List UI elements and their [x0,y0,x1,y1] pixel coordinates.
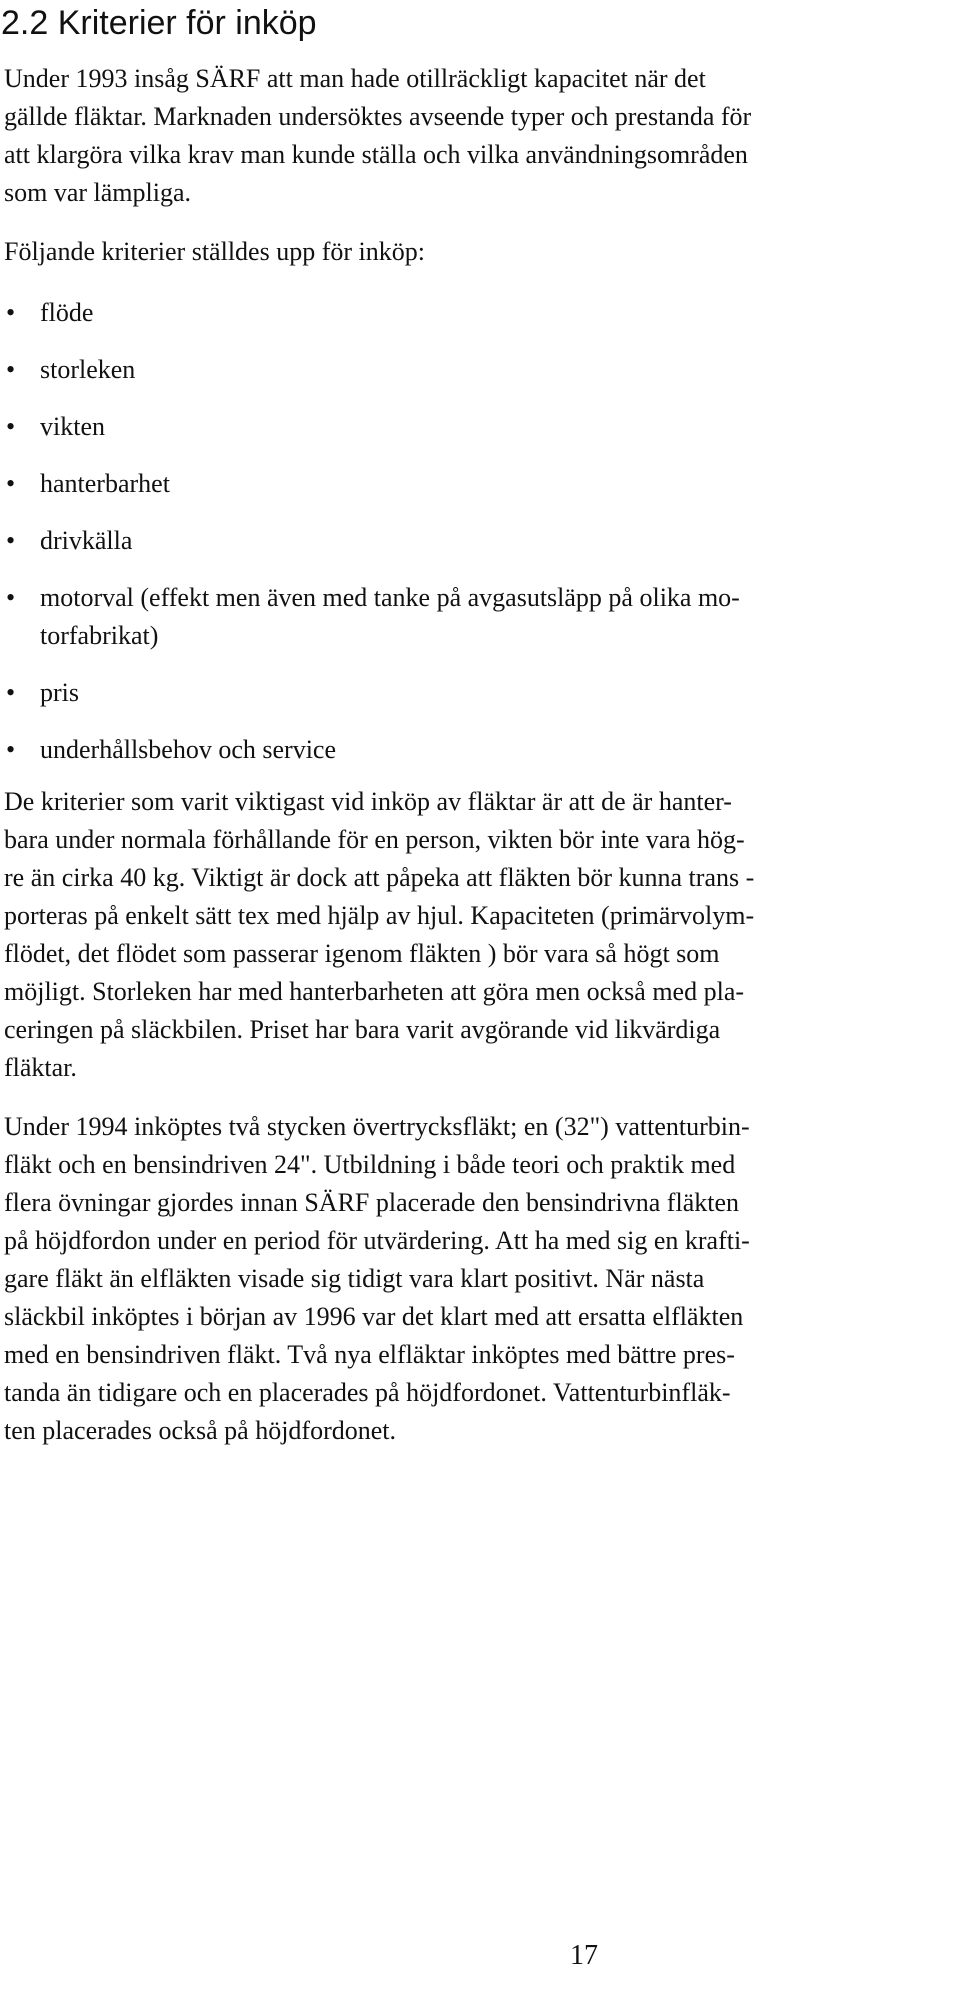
text-line: fläktar. [4,1053,77,1082]
bullet-icon: • [6,735,16,764]
list-item-text: drivkälla [40,526,133,555]
text-line: bara under normala förhållande för en person, vikten bör inte vara hög- [4,825,745,854]
list-item-text: torfabrikat) [40,621,159,650]
list-item-text: storleken [40,355,136,384]
list-item [0,731,950,769]
text-line: flera övningar gjordes innan SÄRF placerade den bensindrivna fläkten [4,1188,739,1217]
criteria-list [0,294,950,788]
text-line: flödet, det flödet som passerar igenom fläkten ) bör vara så högt som [4,939,720,968]
list-item-text: flöde [40,298,94,327]
page-number: 17 [570,1940,598,1971]
text-line: gällde fläktar. Marknaden undersöktes avseende typer och prestanda för [4,102,752,131]
list-item-text: pris [40,678,79,707]
list-item-text: motorval (effekt men även med tanke på avgasutsläpp på olika mo- [40,583,740,612]
list-item [0,294,950,332]
text-line: att klargöra vilka krav man kunde ställa och vilka användningsområden [4,140,748,169]
section-heading: 2.2 Kriterier för inköp [1,4,317,42]
text-line: med en bensindriven fläkt. Två nya elfläktar inköptes med bättre pres- [4,1340,735,1369]
priorities-paragraph [4,783,954,1087]
list-item-text: underhållsbehov och service [40,735,337,764]
text-line: fläkt och en bensindriven 24". Utbildning i både teori och praktik med [4,1150,736,1179]
list-item [0,351,950,389]
list-item-text: vikten [40,412,105,441]
text-line: De kriterier som varit viktigast vid inköp av fläktar är att de är hanter- [4,787,732,816]
text-line: tanda än tidigare och en placerades på höjdfordonet. Vattenturbinfläk- [4,1378,731,1407]
text-line: Följande kriterier ställdes upp för inköp: [4,237,425,266]
text-line: möjligt. Storleken har med hanterbarheten att göra men också med pla- [4,977,745,1006]
list-item [0,522,950,560]
bullet-icon: • [6,469,16,498]
text-line: gare fläkt än elfläkten visade sig tidigt vara klart positivt. När nästa [4,1264,705,1293]
text-line: ceringen på släckbilen. Priset har bara varit avgörande vid likvärdiga [4,1015,721,1044]
bullet-icon: • [6,355,16,384]
bullet-icon: • [6,678,16,707]
intro-paragraph [4,60,954,212]
list-item [0,674,950,712]
bullet-icon: • [6,526,16,555]
text-line: re än cirka 40 kg. Viktigt är dock att påpeka att fläkten bör kunna trans - [4,863,755,892]
list-item [0,465,950,503]
text-line: släckbil inköptes i början av 1996 var det klart med att ersatta elfläkten [4,1302,744,1331]
list-item [0,408,950,446]
text-line: ten placerades också på höjdfordonet. [4,1416,397,1445]
bullet-icon: • [6,298,16,327]
text-line: som var lämpliga. [4,178,192,207]
text-line: Under 1993 insåg SÄRF att man hade otillräckligt kapacitet när det [4,64,706,93]
bullet-icon: • [6,583,16,612]
text-line: porteras på enkelt sätt tex med hjälp av hjul. Kapaciteten (primärvolym- [4,901,755,930]
history-paragraph [4,1108,954,1450]
text-line: på höjdfordon under en period för utvärdering. Att ha med sig en krafti- [4,1226,750,1255]
list-item [0,579,950,655]
list-item-text: hanterbarhet [40,469,170,498]
text-line: Under 1994 inköptes två stycken övertrycksfläkt; en (32") vattenturbin- [4,1112,750,1141]
criteria-intro-paragraph [4,233,954,271]
bullet-icon: • [6,412,16,441]
